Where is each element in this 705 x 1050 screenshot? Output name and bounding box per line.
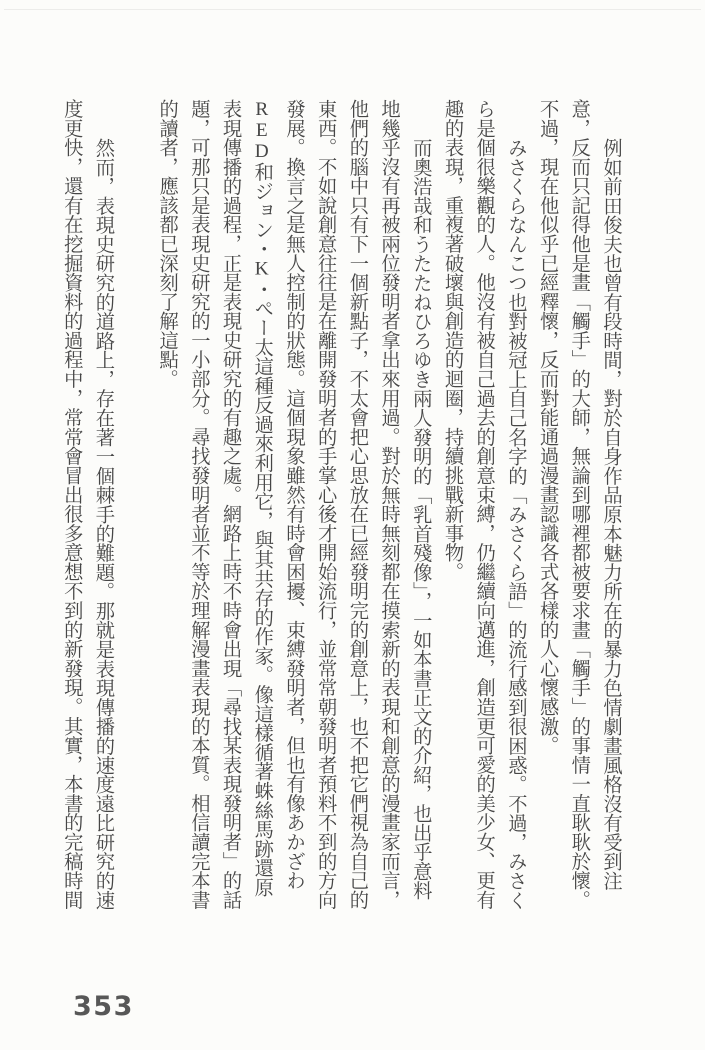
paragraph: 而奧浩哉和うたたねひろゆき兩人發明的「乳首殘像」，一如本書正文的介紹，也出乎意料地幾乎沒有再被兩位發明者拿出來用過。對於無時無刻都在摸索新的表現和創意的漫畫家而言，他們的腦中只有下一個新點子，不太會把心思放在已經發明完的創意上，也不把它們視為自己的東西。不如說創意往往是在離開發明者的手掌心後才開始流行，並常常朝發明者預料不到的方向發展。換言之是無人控制的狀態。這個現象雖然有時會困擾、束縛發明者，但也有像あかざわRED和ジョン・K・ぺー太這種反過來利用它，與其共存的作家。像這樣循著蛛絲馬跡還原表現傳播的過程，正是表現史研究的有趣之處。網路上時不時會出現「尋找某表現發明者」的話題，可那只是表現史研究的一小部分。尋找發明者並不等於理解漫畫表現的本質。相信讀完本書的讀者，應該都已深刻了解這點。 <box>156 99 431 910</box>
scan-edge-line <box>4 9 701 10</box>
latin-run: K <box>251 258 273 280</box>
page-number: 353 <box>73 991 134 1022</box>
paragraph: 例如前田俊夫也曾有段時間，對於自身作品原本魅力所在的暴力色情劇畫風格沒有受到注意，反而只記得他是畫「觸手」的大師，無論到哪裡都被要求畫「觸手」的事情一直耿耿於懷。不過，現在他似乎已經釋懷，反而對能通過漫畫認識各式各樣的人心懷感激。 <box>536 99 621 910</box>
paragraph: 然而，表現史研究的道路上，存在著一個棘手的難題。那就是表現傳播的速度遠比研究的速度更快，還有在挖掘資料的過程中，常常會冒出很多意想不到的新發現。其實，本書的完稿時間 <box>60 99 114 910</box>
latin-run: RED <box>251 99 273 162</box>
paragraph: みさくらなんこつ也對被冠上自己名字的「みさくら語」的流行感到很困惑。不過，みさくら是個很樂觀的人。他沒有被自己過去的創意束縛，仍繼續向邁進，創造更可愛的美少女、更有趣的表現，重複著破壞與創造的迴圈，持續挑戰新事物。 <box>441 99 526 910</box>
vertical-text-block <box>55 99 626 915</box>
